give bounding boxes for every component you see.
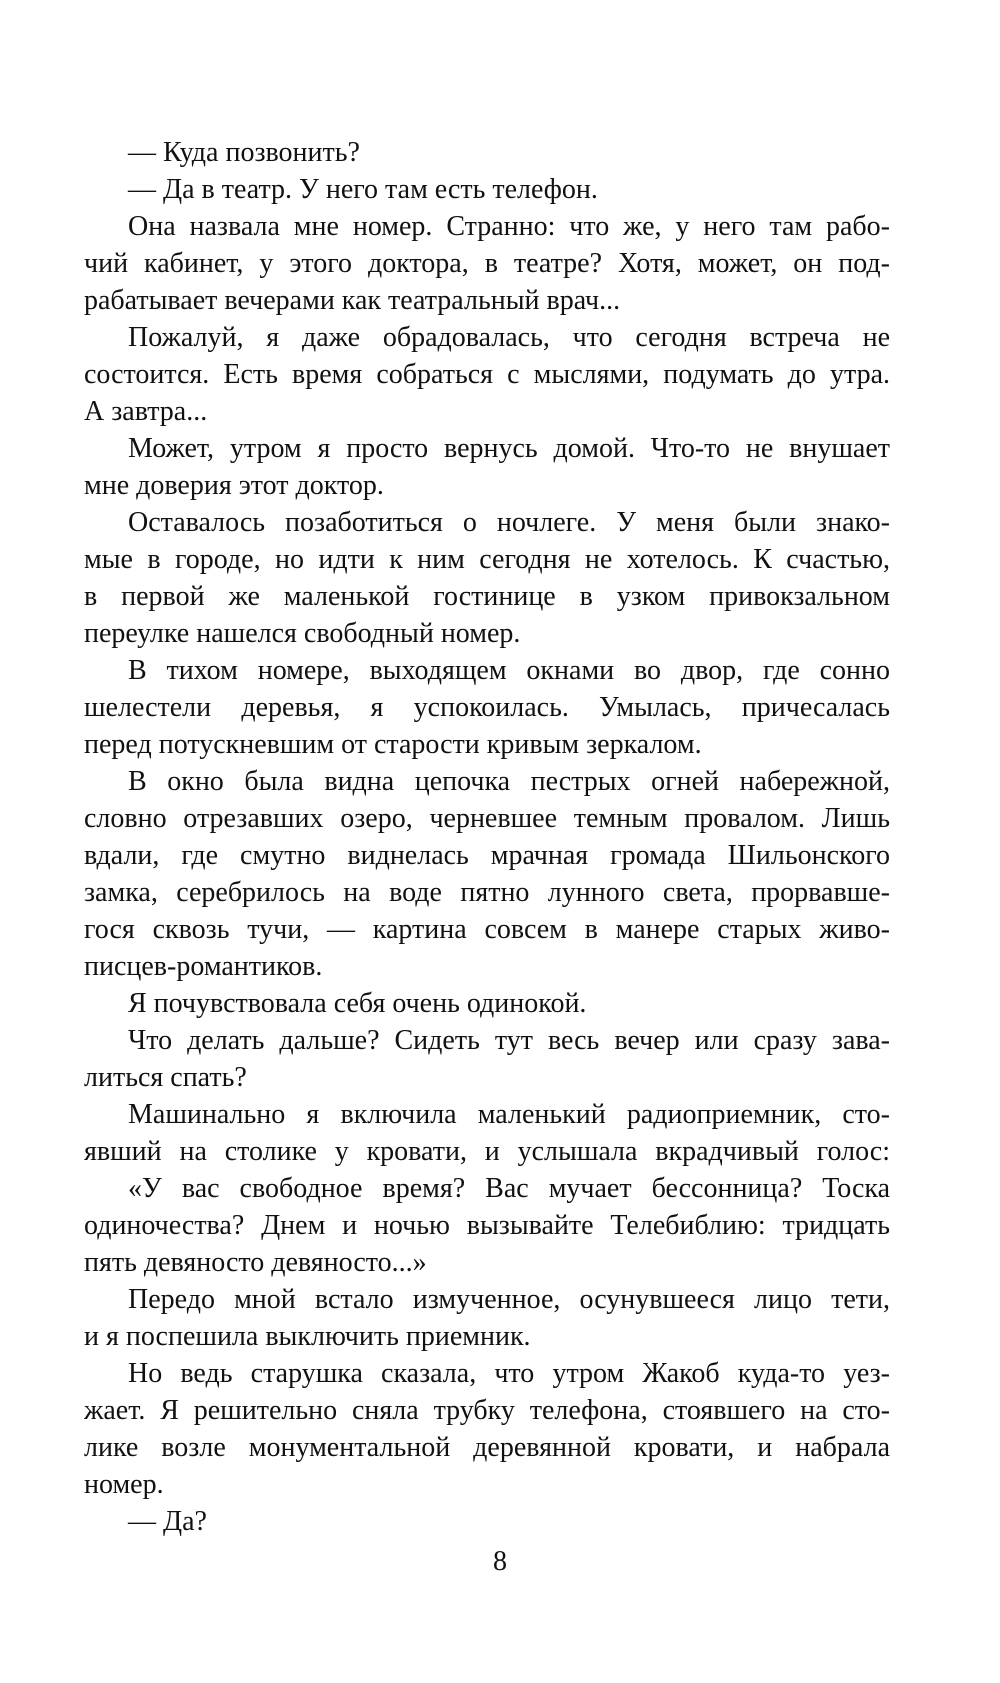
text-line: пять девяносто девяносто...»	[84, 1247, 427, 1278]
text-line: жает. Я решительно сняла трубку телефона, стоявшего на сто-	[84, 1395, 890, 1426]
text-line: Может, утром я просто вернусь домой. Что-то не внушает	[128, 433, 890, 464]
text-line: чий кабинет, у этого доктора, в театре? Хотя, может, он под-	[84, 248, 890, 279]
text-line: одиночества? Днем и ночью вызывайте Телебиблию: тридцать	[84, 1210, 890, 1241]
text-line: перед потускневшим от старости кривым зеркалом.	[84, 729, 702, 760]
text-line: переулке нашелся свободный номер.	[84, 618, 521, 649]
page-number: 8	[493, 1546, 507, 1577]
text-line: — Да в театр. У него там есть телефон.	[128, 174, 598, 205]
text-line: — Да?	[128, 1506, 207, 1537]
text-line: гося сквозь тучи, — картина совсем в манере старых живо-	[84, 914, 890, 945]
text-line: в первой же маленькой гостинице в узком привокзальном	[84, 581, 890, 612]
text-line: В тихом номере, выходящем окнами во двор, где сонно	[128, 655, 890, 686]
text-line: Пожалуй, я даже обрадовалась, что сегодня встреча не	[128, 322, 890, 353]
text-line: Она назвала мне номер. Странно: что же, у него там рабо-	[128, 211, 890, 242]
text-line: Что делать дальше? Сидеть тут весь вечер или сразу зава-	[128, 1025, 890, 1056]
text-line: А завтра...	[84, 396, 208, 427]
text-line: вдали, где смутно виднелась мрачная громада Шильонского	[84, 840, 890, 871]
text-line: Но ведь старушка сказала, что утром Жакоб куда-то уез-	[128, 1358, 890, 1389]
body-text	[84, 134, 890, 1540]
text-line: Оставалось позаботиться о ночлеге. У меня были знако-	[128, 507, 890, 538]
text-line: В окно была видна цепочка пестрых огней набережной,	[128, 766, 890, 797]
text-line: словно отрезавших озеро, черневшее темным провалом. Лишь	[84, 803, 890, 834]
text-line: Передо мной встало измученное, осунувшееся лицо тети,	[128, 1284, 890, 1315]
text-line: — Куда позвонить?	[128, 137, 360, 168]
text-line: «У вас свободное время? Вас мучает бессонница? Тоска	[128, 1173, 890, 1204]
text-line: лике возле монументальной деревянной кровати, и набрала	[84, 1432, 890, 1463]
text-line: литься спать?	[84, 1062, 247, 1093]
text-line: явший на столике у кровати, и услышала вкрадчивый голос:	[84, 1136, 890, 1167]
text-line: замка, серебрилось на воде пятно лунного света, прорвавше-	[84, 877, 890, 908]
text-line: Я почувствовала себя очень одинокой.	[128, 988, 587, 1019]
text-line: и я поспешила выключить приемник.	[84, 1321, 531, 1352]
text-line: Машинально я включила маленький радиоприемник, сто-	[128, 1099, 890, 1130]
text-line: номер.	[84, 1469, 164, 1500]
text-line: шелестели деревья, я успокоилась. Умылась, причесалась	[84, 692, 890, 723]
text-line: мые в городе, но идти к ним сегодня не хотелось. К счастью,	[84, 544, 890, 575]
text-line: рабатывает вечерами как театральный врач...	[84, 285, 621, 316]
text-line: мне доверия этот доктор.	[84, 470, 384, 501]
text-line: состоится. Есть время собраться с мыслями, подумать до утра.	[84, 359, 890, 390]
text-line: писцев-романтиков.	[84, 951, 323, 982]
